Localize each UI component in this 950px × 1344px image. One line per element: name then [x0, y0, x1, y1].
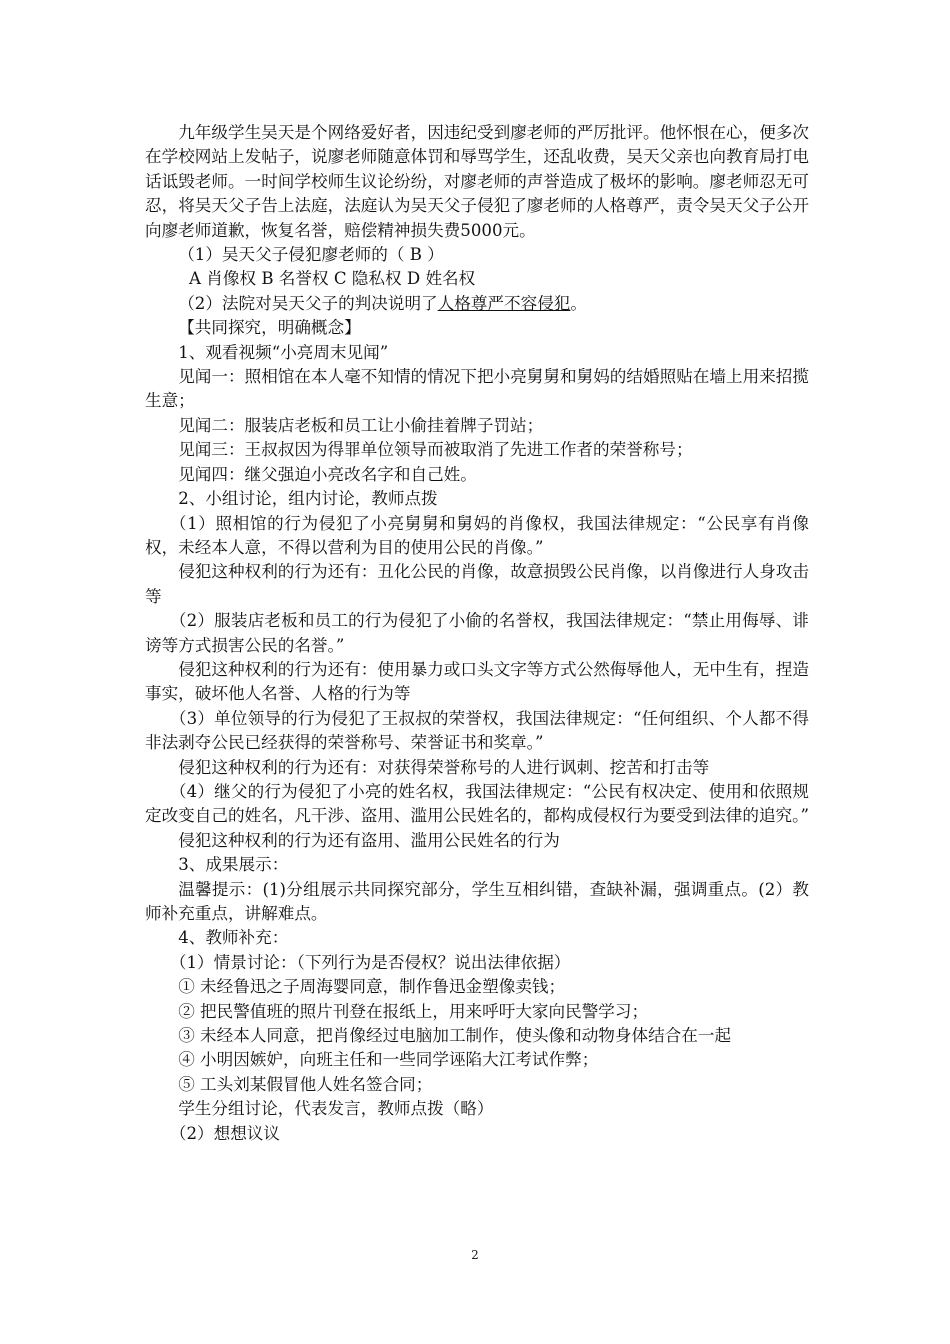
analysis-1-extra: 侵犯这种权利的行为还有：丑化公民的肖像，故意损毁公民肖像，以肖像进行人身攻击等	[145, 562, 809, 606]
question-2-prefix: （2）法院对吴天父子的判决说明了	[178, 293, 438, 313]
analysis-2: （2）服装店老板和员工的行为侵犯了小偷的名誉权，我国法律规定：“禁止用侮辱、诽谤等方式损害公民的名誉。”	[145, 611, 809, 655]
section-heading: 【共同探究，明确概念】	[178, 318, 361, 338]
seen-3: 见闻三：王叔叔因为得罪单位领导而被取消了先进工作者的荣誉称号；	[178, 440, 693, 460]
case-item-5: ⑤ 工头刘某假冒他人姓名签合同；	[178, 1074, 433, 1094]
analysis-1: （1）照相馆的行为侵犯了小亮舅舅和舅妈的肖像权，我国法律规定：“公民享有肖像权，未经本人意，不得以营利为目的使用公民的肖像。”	[145, 513, 809, 557]
case-item-3: ③ 未经本人同意，把肖像经过电脑加工制作，使头像和动物身体结合在一起	[178, 1026, 732, 1046]
analysis-4: （4）继父的行为侵犯了小亮的姓名权，我国法律规定：“公民有权决定、使用和依照规定改变自己的姓名，凡干涉、盗用、滥用公民姓名的，都构成侵权行为要受到法律的追究。”	[145, 781, 809, 826]
analysis-3-extra: 侵犯这种权利的行为还有：对获得荣誉称号的人进行讽刺、挖苦和打击等	[178, 757, 710, 777]
step-1: 1、观看视频“小亮周末见闻”	[178, 342, 389, 362]
analysis-2-extra: 侵犯这种权利的行为还有：使用暴力或口头文字等方式公然侮辱他人，无中生有，捏造事实，破坏他人名誉、人格的行为等	[145, 659, 809, 704]
case-paragraph: 九年级学生吴天是个网络爱好者，因违纪受到廖老师的严厉批评。他怀恨在心，便多次在学校网站上发帖子，说廖老师随意体罚和辱骂学生，还乱收费，吴天父亲也向教育局打电话诋毁老师。一时间学校师生议论纷纷，对廖老师的声誉造成了极坏的影响。廖老师忍无可忍，将吴天父子告上法庭，法庭认为吴天父子侵犯了廖老师的人格尊严，责令吴天父子公开向廖老师道歉，恢复名誉，赔偿精神损失费5000元。	[145, 123, 809, 240]
seen-4: 见闻四：继父强迫小亮改名字和自己姓。	[178, 464, 477, 484]
analysis-3: （3）单位领导的行为侵犯了王叔叔的荣誉权，我国法律规定：“任何组织、个人都不得非法剥夺公民已经获得的荣誉称号、荣誉证书和奖章。”	[145, 708, 809, 753]
question-2	[145, 292, 809, 316]
warm-tip: 温馨提示：(1)分组展示共同探究部分，学生互相纠错，查缺补漏，强调重点。(2）教师补充重点，讲解难点。	[145, 879, 809, 923]
question-2-suffix: 。	[570, 293, 587, 313]
analysis-4-extra: 侵犯这种权利的行为还有盗用、滥用公民姓名的行为	[178, 830, 560, 850]
step-3: 3、成果展示：	[178, 855, 289, 875]
seen-1: 见闻一：照相馆在本人毫不知情的情况下把小亮舅舅和舅妈的结婚照贴在墙上用来招揽生意；	[145, 367, 809, 411]
discussion-prompt: （1）情景讨论：（下列行为是否侵权？说出法律依据）	[169, 952, 571, 972]
case-item-4: ④ 小明因嫉妒，向班主任和一些同学诬陷大江考试作弊；	[178, 1050, 599, 1070]
case-item-1: ① 未经鲁迅之子周海婴同意，制作鲁迅金塑像卖钱；	[178, 977, 566, 997]
seen-2: 见闻二：服装店老板和员工让小偷挂着牌子罚站；	[178, 415, 544, 435]
think-prompt: （2）想想议议	[169, 1123, 281, 1143]
case-item-2: ② 把民警值班的照片刊登在报纸上，用来呼吁大家向民警学习；	[178, 1001, 649, 1021]
answer-options: A 肖像权 B 名誉权 C 隐私权 D 姓名权	[189, 269, 476, 289]
discussion-summary: 学生分组讨论，代表发言，教师点拨（略）	[178, 1099, 494, 1119]
question-2-answer: 人格尊严不容侵犯	[437, 293, 571, 313]
document-body	[145, 121, 809, 1146]
page-number: 2	[471, 1248, 479, 1262]
step-2: 2、小组讨论，组内讨论，教师点拨	[178, 489, 438, 509]
step-4: 4、教师补充：	[178, 928, 289, 948]
question-1: （1）吴天父子侵犯廖老师的（ B ）	[178, 245, 444, 265]
